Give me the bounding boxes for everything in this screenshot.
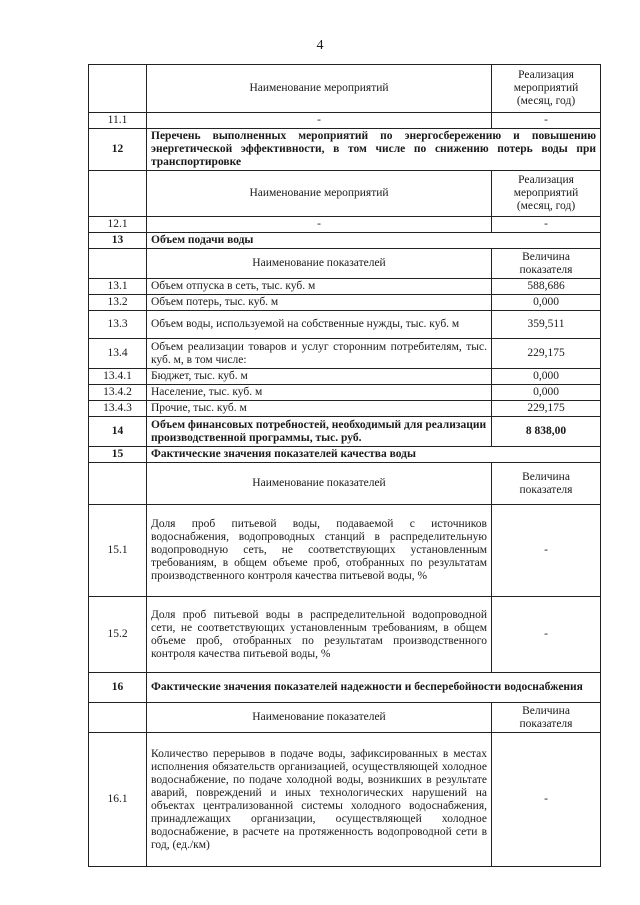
row-text: Количество перерывов в подаче воды, зафиксированных в местах исполнения обязательств организацией, осуществляющей холодное водоснабжение, по подаче холодной воды, возникших в результате аварий, повреждений и иных технологических нарушений на объектах централизованной системы холодного водоснабжения, принадлежащих организации, осуществляющей холодное водоснабжение, в расчете на протяженность водопроводной сети в год, (ед./км) xyxy=(147,733,492,867)
header-indicator-name: Наименование показателей xyxy=(147,463,492,505)
program-table xyxy=(88,64,601,867)
section-row xyxy=(89,673,601,703)
section-row xyxy=(89,417,601,447)
table-row xyxy=(89,311,601,339)
row-number: 13.3 xyxy=(89,311,147,339)
row-value: 0,000 xyxy=(492,385,601,401)
row-value: - xyxy=(492,597,601,673)
row-text: Объем потерь, тыс. куб. м xyxy=(147,295,492,311)
header-indicator-value: Величина показателя xyxy=(492,703,601,733)
section-row xyxy=(89,129,601,171)
empty-cell xyxy=(89,65,147,113)
table-header-row xyxy=(89,171,601,217)
financial-needs-value: 8 838,00 xyxy=(492,417,601,447)
table-header-row xyxy=(89,249,601,279)
section-number: 12 xyxy=(89,129,147,171)
section-title: Объем финансовых потребностей, необходимый для реализации производственной программы, тыс. руб. xyxy=(147,417,492,447)
section-row xyxy=(89,233,601,249)
row-text: Доля проб питьевой воды, подаваемой с источников водоснабжения, водопроводных станций в распределительную водопроводную сеть, не соответствующих установленным требованиям, в общем объеме проб, отобранных по результатам производственного контроля качества питьевой воды, % xyxy=(147,505,492,597)
header-indicator-name: Наименование показателей xyxy=(147,249,492,279)
section-title: Перечень выполненных мероприятий по энергосбережению и повышению энергетической эффективности, в том числе по снижению потерь воды при транспортировке xyxy=(147,129,601,171)
row-text: - xyxy=(147,217,492,233)
row-number: 13.4 xyxy=(89,339,147,369)
table-row xyxy=(89,113,601,129)
header-implementation: Реализация мероприятий (месяц, год) xyxy=(492,171,601,217)
table-row xyxy=(89,733,601,867)
row-number: 13.4.1 xyxy=(89,369,147,385)
table-header-row xyxy=(89,463,601,505)
row-text: Доля проб питьевой воды в распределительной водопроводной сети, не соответствующих установленным требованиям, в общем объеме проб, отобранных по результатам производственного контроля качества питьевой воды, % xyxy=(147,597,492,673)
header-indicator-name: Наименование показателей xyxy=(147,703,492,733)
table-row xyxy=(89,597,601,673)
row-value: 0,000 xyxy=(492,295,601,311)
table-row xyxy=(89,385,601,401)
row-text: - xyxy=(147,113,492,129)
table-row xyxy=(89,217,601,233)
section-title: Фактические значения показателей качества воды xyxy=(147,447,601,463)
row-text: Население, тыс. куб. м xyxy=(147,385,492,401)
table-row xyxy=(89,401,601,417)
section-number: 14 xyxy=(89,417,147,447)
row-value: - xyxy=(492,733,601,867)
table-row xyxy=(89,279,601,295)
header-indicator-value: Величина показателя xyxy=(492,249,601,279)
header-indicator-value: Величина показателя xyxy=(492,463,601,505)
section-number: 16 xyxy=(89,673,147,703)
table-header-row xyxy=(89,65,601,113)
row-text: Бюджет, тыс. куб. м xyxy=(147,369,492,385)
row-text: Объем реализации товаров и услуг сторонним потребителям, тыс. куб. м, в том числе: xyxy=(147,339,492,369)
section-title: Фактические значения показателей надежности и бесперебойности водоснабжения xyxy=(147,673,601,703)
row-value: 588,686 xyxy=(492,279,601,295)
row-value: - xyxy=(492,505,601,597)
row-number: 13.4.2 xyxy=(89,385,147,401)
row-text: Объем отпуска в сеть, тыс. куб. м xyxy=(147,279,492,295)
row-value: - xyxy=(492,113,601,129)
table-row xyxy=(89,339,601,369)
header-activity-name: Наименование мероприятий xyxy=(147,171,492,217)
row-value: 359,511 xyxy=(492,311,601,339)
row-text: Прочие, тыс. куб. м xyxy=(147,401,492,417)
row-number: 16.1 xyxy=(89,733,147,867)
table-row xyxy=(89,295,601,311)
empty-cell xyxy=(89,249,147,279)
row-value: 229,175 xyxy=(492,401,601,417)
section-row xyxy=(89,447,601,463)
row-number: 13.1 xyxy=(89,279,147,295)
page-number: 4 xyxy=(316,38,324,53)
empty-cell xyxy=(89,463,147,505)
row-text: Объем воды, используемой на собственные нужды, тыс. куб. м xyxy=(147,311,492,339)
header-activity-name: Наименование мероприятий xyxy=(147,65,492,113)
table-row xyxy=(89,369,601,385)
empty-cell xyxy=(89,171,147,217)
row-value: - xyxy=(492,217,601,233)
empty-cell xyxy=(89,703,147,733)
section-number: 13 xyxy=(89,233,147,249)
section-title: Объем подачи воды xyxy=(147,233,601,249)
row-number: 13.4.3 xyxy=(89,401,147,417)
header-implementation: Реализация мероприятий (месяц, год) xyxy=(492,65,601,113)
row-number: 15.1 xyxy=(89,505,147,597)
row-value: 0,000 xyxy=(492,369,601,385)
table-row xyxy=(89,505,601,597)
row-number: 15.2 xyxy=(89,597,147,673)
row-number: 11.1 xyxy=(89,113,147,129)
row-number: 13.2 xyxy=(89,295,147,311)
row-number: 12.1 xyxy=(89,217,147,233)
section-number: 15 xyxy=(89,447,147,463)
row-value: 229,175 xyxy=(492,339,601,369)
table-header-row xyxy=(89,703,601,733)
